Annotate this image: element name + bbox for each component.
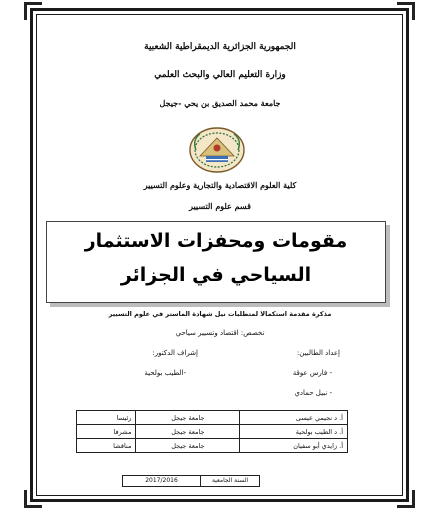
department-header: قسم علوم التسيير bbox=[189, 201, 251, 211]
corner-ornament-top-right bbox=[397, 2, 415, 20]
university-header: جامعة محمد الصديق بن يحي -جيجل bbox=[159, 98, 281, 108]
table-row bbox=[77, 425, 348, 439]
jury-member-name: أ. د الطيب بولحية bbox=[240, 425, 348, 439]
jury-member-name: أ. زايدي أبو سفيان bbox=[240, 439, 348, 453]
jury-member-role: مناقشا bbox=[77, 439, 136, 453]
academic-year-value: 2017/2016 bbox=[145, 477, 178, 484]
jury-member-university: جامعة جيجل bbox=[136, 411, 240, 425]
memo-statement: مذكرة مقدمة استكمالا لمتطلبات نيل شهادة الماستر في علوم التسيير bbox=[108, 310, 332, 318]
specialization: تخصص: اقتصاد وتسيير سياحي bbox=[175, 329, 265, 337]
table-row bbox=[77, 439, 348, 453]
ministry-header: وزارة التعليم العالي والبحث العلمي bbox=[154, 70, 286, 80]
supervisor-name: -الطيب بولحية bbox=[144, 369, 186, 377]
students-label: إعداد الطالبين: bbox=[296, 349, 340, 357]
table-row bbox=[77, 411, 348, 425]
academic-year-label: السنة الجامعية bbox=[200, 476, 259, 486]
thesis-title-line-1: مقومات ومحفزات الاستثمار bbox=[84, 230, 348, 252]
student-name-2: - نبيل حمادي bbox=[294, 389, 332, 397]
thesis-title-box bbox=[46, 221, 386, 303]
student-name-1: - فارس عوقة bbox=[292, 369, 332, 377]
faculty-header: كلية العلوم الاقتصادية والتجارية وعلوم التسيير bbox=[143, 180, 297, 190]
jury-member-role: مشرفا bbox=[77, 425, 136, 439]
supervisor-label: إشراف الدكتور: bbox=[152, 349, 198, 357]
jury-member-name: أ. د نجيمي عيسى bbox=[240, 411, 348, 425]
jury-member-university: جامعة جيجل bbox=[136, 439, 240, 453]
corner-ornament-bottom-right bbox=[397, 490, 415, 508]
corner-ornament-bottom-left bbox=[24, 490, 42, 508]
jury-member-university: جامعة جيجل bbox=[136, 425, 240, 439]
republic-header: الجمهورية الجزائرية الديمقراطية الشعبية bbox=[144, 42, 296, 52]
corner-ornament-top-left bbox=[24, 2, 42, 20]
academic-year-box bbox=[122, 475, 260, 487]
thesis-title-line-2: السياحي في الجزائر bbox=[120, 264, 312, 286]
jury-table bbox=[76, 410, 348, 453]
university-logo bbox=[188, 126, 246, 174]
jury-member-role: رئيسا bbox=[77, 411, 136, 425]
